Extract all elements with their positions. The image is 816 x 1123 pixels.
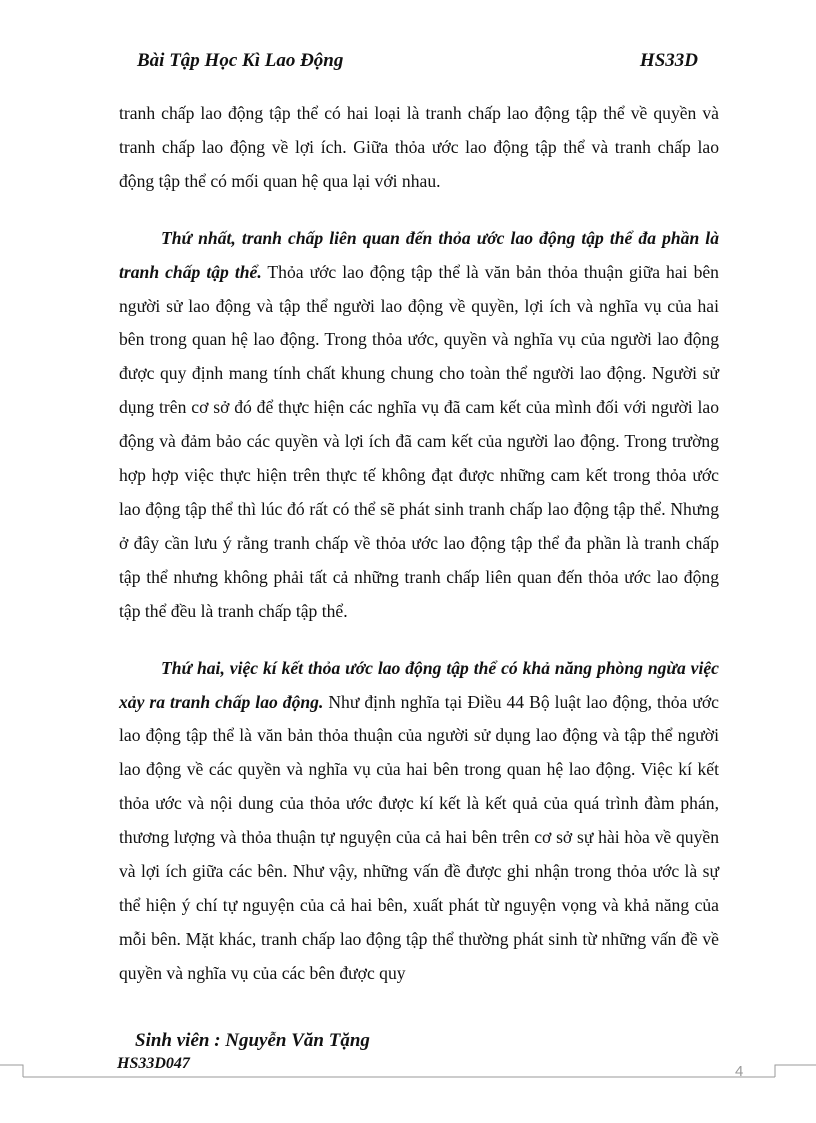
page-number: 4 — [735, 1063, 744, 1080]
header-class-code: HS33D — [639, 50, 698, 71]
paragraph-second-point — [119, 652, 719, 991]
footer-corner-left — [0, 1065, 23, 1077]
footer-student-name: Sinh viên : Nguyễn Văn Tặng — [135, 1030, 370, 1051]
footer-corner-right — [775, 1065, 816, 1077]
document-body — [119, 97, 719, 991]
second-point-text: Như định nghĩa tại Điều 44 Bộ luật lao động, thỏa ước lao động tập thể là văn bản thỏa thuận của người sử dụng lao động và tập thể người lao động về các quyền và nghĩa vụ của hai bên trong quan hệ lao động. Việc kí kết thỏa ước và nội dung của thỏa ước được kí kết là kết quả của quá trình đàm phán, thương lượng và thỏa thuận tự nguyện của cả hai bên trên cơ sở sự hài hòa về quyền và lợi ích giữa các bên. Như vậy, những vấn đề được ghi nhận trong thỏa ước là sự thể hiện ý chí tự nguyện của cả hai bên, xuất phát từ nguyện vọng và khả năng của mỗi bên. Mặt khác, tranh chấp lao động tập thể thường phát sinh từ những vấn đề về quyền và nghĩa vụ của các bên được quy — [119, 691, 719, 983]
paragraph-first-point — [119, 222, 719, 629]
footer-student-id: HS33D047 — [117, 1055, 190, 1072]
first-point-heading: Thứ nhất, tranh chấp liên quan đến thỏa ước lao động tập thể đa phần là tranh chấp tập thể. — [119, 227, 719, 282]
first-point-text: Thỏa ước lao động tập thể là văn bản thỏa thuận giữa hai bên người sử lao động và tập thể người lao động về quyền, lợi ích và nghĩa vụ của hai bên trong quan hệ lao động. Trong thỏa ước, quyền và nghĩa vụ của người lao động được quy định mang tính chất khung chung cho toàn thể người lao động. Người sử dụng trên cơ sở đó để thực hiện các nghĩa vụ đã cam kết của mình đối với người lao động và đảm bảo các quyền và lợi ích đã cam kết của người lao động. Trong trường hợp hợp việc thực hiện trên thực tế không đạt được những cam kết trong thỏa ước lao động tập thể thì lúc đó rất có thể sẽ phát sinh tranh chấp lao động tập thể. Nhưng ở đây cần lưu ý rằng tranh chấp về thỏa ước lao động tập thể đa phần là tranh chấp tập thể nhưng không phải tất cả những tranh chấp liên quan đến thỏa ước lao động tập thể đều là tranh chấp tập thể. — [119, 261, 719, 621]
intro-paragraph: tranh chấp lao động tập thể có hai loại là tranh chấp lao động tập thể về quyền và tranh chấp lao động về lợi ích. Giữa thỏa ước lao động tập thể và tranh chấp lao động tập thể có mối quan hệ qua lại với nhau. — [119, 103, 719, 191]
second-point-heading: Thứ hai, việc kí kết thỏa ước lao động tập thể có khả năng phòng ngừa việc xảy ra tranh chấp lao động. — [119, 657, 719, 712]
page-header — [137, 50, 698, 80]
header-title: Bài Tập Học Kì Lao Động — [137, 50, 344, 71]
